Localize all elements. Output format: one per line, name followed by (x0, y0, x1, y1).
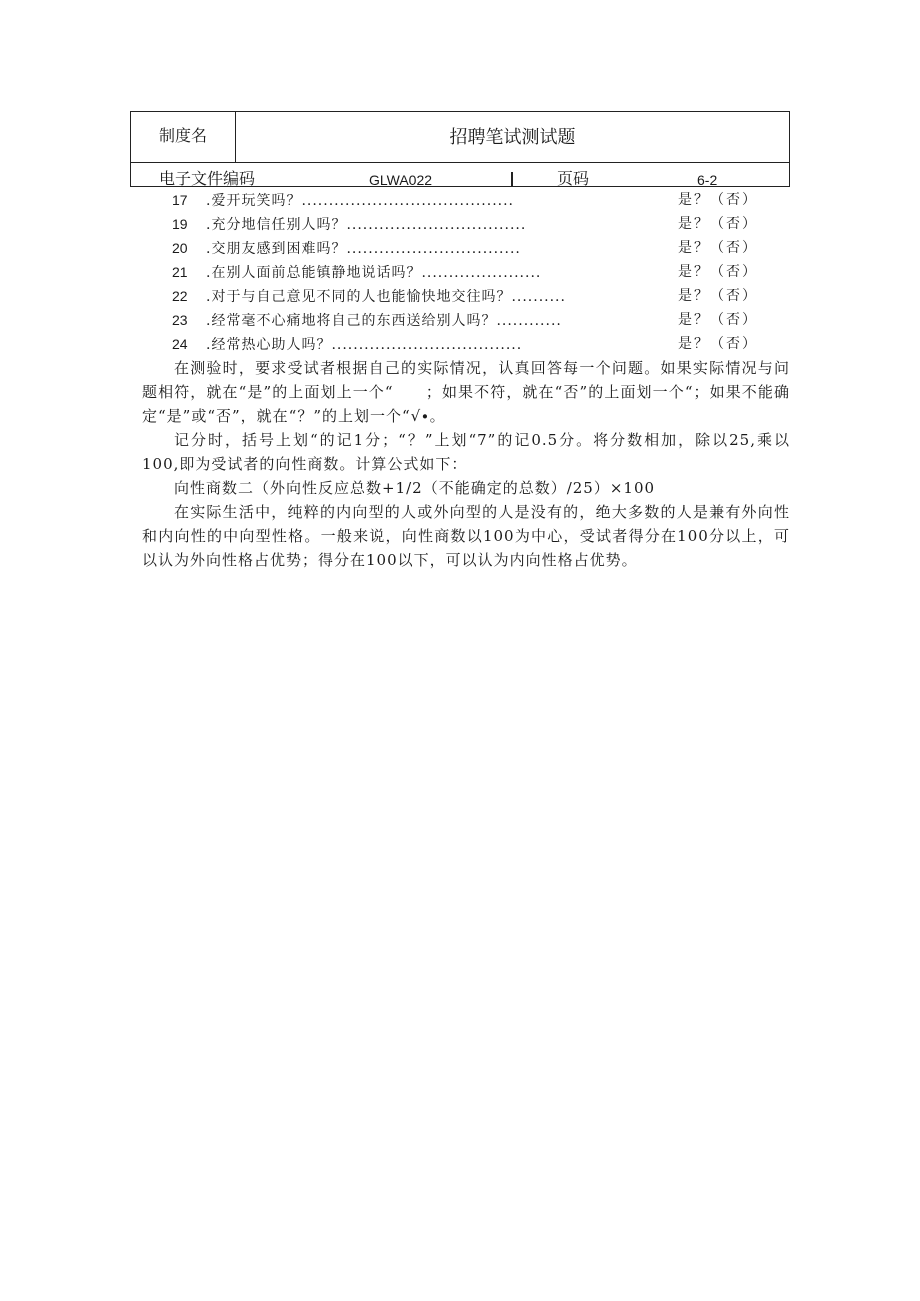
instructions-paragraph: 在测验时，要求受试者根据自己的实际情况，认真回答每一个问题。如果实际情况与问题相符，就在“是”的上面划上一个“ ；如果不符，就在“否”的上面划一个“；如果不能确定“是”或“否”，就在“？”的上划一个“√∙。 (142, 359, 790, 425)
question-number: 22 (172, 288, 188, 304)
leader-dots: .......... (511, 289, 566, 305)
question-item (172, 308, 772, 332)
answer-options: 是？（否） (678, 264, 758, 280)
question-text: .经常毫不心痛地将自己的东西送给别人吗？ (206, 313, 497, 329)
formula-paragraph: 向性商数二（外向性反应总数+1/2（不能确定的总数）/25）×100 (174, 479, 656, 497)
leader-dots: ...................... (421, 265, 542, 281)
question-text: .爱开玩笑吗？ (206, 193, 302, 209)
system-name-label: 制度名 (131, 112, 236, 162)
question-item (172, 212, 772, 236)
question-text: .交朋友感到困难吗？ (206, 241, 347, 257)
answer-options: 是？（否） (678, 192, 758, 208)
question-number: 17 (172, 192, 188, 208)
question-number: 24 (172, 336, 188, 352)
leader-dots: ................................ (346, 241, 521, 257)
question-number: 20 (172, 240, 188, 256)
column-separator (511, 172, 513, 186)
answer-options: 是？（否） (678, 240, 758, 256)
question-text: .在别人面前总能镇静地说话吗？ (206, 265, 422, 281)
question-number: 21 (172, 264, 188, 280)
question-item (172, 188, 772, 212)
interpretation-paragraph: 在实际生活中，纯粹的内向型的人或外向型的人是没有的，绝大多数的人是兼有外向性和内向性的中向型性格。一般来说，向性商数以100为中心，受试者得分在100分以上，可以认为外向性格占优势；得分在100以下，可以认为内向性格占优势。 (142, 503, 790, 569)
file-code-label: 电子文件编码 (159, 171, 256, 186)
scoring-paragraph: 记分时，括号上划“的记1分；“？”上划“7”的记0.5分。将分数相加，除以25,乘以100,即为受试者的向性商数。计算公式如下： (142, 431, 790, 473)
answer-options: 是？（否） (678, 312, 758, 328)
document-title: 招聘笔试测试题 (449, 127, 576, 147)
question-item (172, 260, 772, 284)
file-code-value: GLWA022 (369, 172, 433, 186)
question-text: .充分地信任别人吗？ (206, 217, 347, 233)
question-item (172, 236, 772, 260)
leader-dots: ............ (496, 313, 562, 329)
leader-dots: ................................... (331, 337, 523, 353)
question-text: .经常热心助人吗？ (206, 337, 332, 353)
page-label: 页码 (557, 171, 590, 186)
leader-dots: ....................................... (301, 193, 515, 209)
page-value: 6-2 (697, 172, 718, 186)
question-item (172, 332, 772, 356)
question-item (172, 284, 772, 308)
question-text: .对于与自己意见不同的人也能愉快地交往吗？ (206, 289, 512, 305)
header-row-title (131, 112, 789, 163)
question-list (172, 188, 772, 356)
answer-options: 是？（否） (678, 216, 758, 232)
answer-options: 是？（否） (678, 336, 758, 352)
document-header-table (130, 111, 790, 187)
header-row-meta (131, 162, 789, 186)
question-number: 23 (172, 312, 188, 328)
answer-options: 是？（否） (678, 288, 758, 304)
leader-dots: ................................. (346, 217, 527, 233)
question-number: 19 (172, 216, 188, 232)
